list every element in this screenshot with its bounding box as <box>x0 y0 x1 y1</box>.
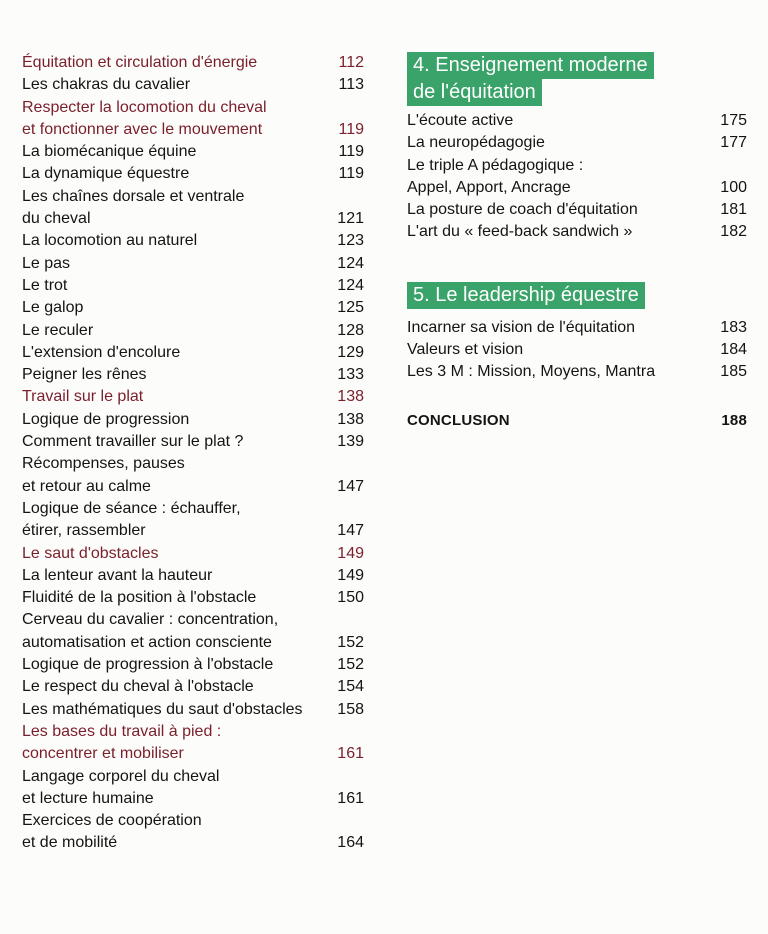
toc-entry-title <box>407 110 720 132</box>
toc-entry-page: 175 <box>720 112 747 129</box>
toc-entry-title <box>22 141 338 163</box>
toc-entry-title-line: L'écoute active <box>407 112 514 129</box>
toc-entry <box>22 342 364 364</box>
chapter-4-heading-line-2: de l'équitation <box>407 79 542 106</box>
toc-entry-title-line: et de mobilité <box>22 834 118 852</box>
chapter-4 <box>407 52 747 244</box>
toc-entry-title <box>22 364 337 386</box>
chapter-4-entries <box>407 110 747 244</box>
toc-entry-title-line: Le trot <box>22 276 68 294</box>
toc-entry-title-line: La posture de coach d'équitation <box>407 201 638 219</box>
toc-entry-page: 161 <box>337 745 364 763</box>
toc-entry-title <box>22 810 337 855</box>
toc-entry <box>22 676 364 698</box>
toc-entry-page: 139 <box>337 433 364 451</box>
chapter-5 <box>407 282 747 384</box>
toc-entry-page: 125 <box>337 299 364 317</box>
toc-entry <box>22 609 364 654</box>
toc-entry <box>407 221 747 243</box>
chapter-4-heading <box>407 52 747 106</box>
toc-entry-title <box>407 317 720 339</box>
toc-entry-title-line: La biomécanique équine <box>22 143 197 161</box>
toc-entry-page: 119 <box>338 143 364 161</box>
toc-entry <box>22 766 364 811</box>
toc-entry <box>22 498 364 543</box>
toc-entry <box>22 699 364 721</box>
toc-entry <box>22 654 364 676</box>
toc-entry <box>22 587 364 609</box>
toc-entry-title-line: Le reculer <box>22 321 94 339</box>
toc-entry-title <box>22 342 337 364</box>
toc-entry-title-line: Travail sur le plat <box>22 388 144 406</box>
toc-entry-title <box>407 155 720 200</box>
toc-entry-page: 112 <box>338 54 364 71</box>
toc-entry-title-line: Les chakras du cavalier <box>22 76 191 94</box>
toc-entry-page: 154 <box>337 678 364 696</box>
toc-entry-conclusion <box>407 410 747 432</box>
toc-entry-title-line: étirer, rassembler <box>22 522 146 540</box>
toc-entry <box>22 364 364 386</box>
toc-entry-title-line: La neuropédagogie <box>407 134 545 152</box>
toc-entry-title-line: Le saut d'obstacles <box>22 544 159 562</box>
toc-entry-title <box>22 74 338 96</box>
toc-entry-title <box>22 498 337 543</box>
toc-entry-page: 164 <box>337 834 364 852</box>
toc-entry-title-line: Comment travailler sur le plat ? <box>22 433 244 451</box>
toc-entry-title-line: et lecture humaine <box>22 789 154 807</box>
toc-entry <box>407 155 747 200</box>
toc-entry <box>22 253 364 275</box>
toc-entry-page: 123 <box>337 232 364 250</box>
toc-entry-page: 181 <box>720 201 747 219</box>
toc-section-entry <box>22 386 364 408</box>
toc-entry-title <box>22 253 337 275</box>
toc-entry-title-line: automatisation et action consciente <box>22 633 272 651</box>
toc-entry-title-line: L'extension d'encolure <box>22 343 181 361</box>
toc-entry-title-line: Peigner les rênes <box>22 366 147 384</box>
toc-entry-page: 147 <box>337 522 364 540</box>
toc-entry-title-line: concentrer et mobiliser <box>22 745 184 763</box>
toc-entry-title-line: La dynamique équestre <box>22 165 190 183</box>
toc-entry-page: 184 <box>720 341 747 359</box>
toc-entry-title-line: Logique de progression à l'obstacle <box>22 656 274 674</box>
toc-entry-page: 138 <box>337 388 364 406</box>
toc-entry-page: 124 <box>337 276 364 294</box>
toc-entry-page: 183 <box>720 318 747 336</box>
toc-entry-title-line: Le triple A pédagogique : <box>407 156 584 174</box>
toc-section-entry <box>22 721 364 766</box>
toc-entry-title <box>22 654 337 676</box>
toc-entry-title <box>407 361 720 383</box>
toc-entry-page: 161 <box>337 789 364 807</box>
toc-entry-page: 113 <box>338 76 364 94</box>
toc-entry-page: 124 <box>337 254 364 272</box>
toc-entry <box>22 431 364 453</box>
toc-entry-page: 129 <box>337 343 364 361</box>
toc-entry-title-line: Récompenses, pauses <box>22 455 185 473</box>
chapter-5-heading-line-1: 5. Le leadership équestre <box>407 282 645 309</box>
toc-entry-title <box>22 275 337 297</box>
toc-entry-title-line: Les chaînes dorsale et ventrale <box>22 187 245 205</box>
toc-entry-title <box>407 339 720 361</box>
toc-entry <box>22 453 364 498</box>
toc-entry-title <box>22 230 337 252</box>
toc-entry <box>22 565 364 587</box>
toc-entry-title <box>407 199 720 221</box>
toc-entry-title-line: Respecter la locomotion du cheval <box>22 98 267 116</box>
toc-entry-page: 182 <box>720 223 747 241</box>
toc-entry <box>407 110 747 132</box>
toc-entry <box>22 186 364 231</box>
toc-entry <box>22 74 364 96</box>
toc-entry-page: 138 <box>337 410 364 428</box>
toc-entry-title <box>22 97 338 142</box>
toc-entry-title-line: Les 3 M : Mission, Moyens, Mantra <box>407 363 656 381</box>
toc-section-entry <box>22 543 364 565</box>
toc-entry <box>22 320 364 342</box>
toc-entry <box>22 275 364 297</box>
toc-entry-page: 100 <box>720 178 747 196</box>
toc-entry-title-line: Fluidité de la position à l'obstacle <box>22 589 257 607</box>
toc-entry-title <box>22 431 337 453</box>
toc-entry-page: 185 <box>720 363 747 381</box>
toc-entry-page: 150 <box>337 589 364 607</box>
toc-entry-title <box>22 721 337 766</box>
toc-entry-title <box>407 132 720 154</box>
toc-entry-title-line: L'art du « feed-back sandwich » <box>407 223 633 241</box>
toc-right-column <box>407 52 747 432</box>
toc-entry-title-line: Le pas <box>22 254 71 272</box>
chapter-5-entries <box>407 317 747 384</box>
toc-entry-title <box>22 766 337 811</box>
toc-entry-page: 128 <box>337 321 364 339</box>
toc-entry-page: 119 <box>338 120 364 138</box>
toc-entry-page: 133 <box>337 366 364 384</box>
toc-entry-title <box>407 221 720 243</box>
toc-entry-title-line: du cheval <box>22 210 91 228</box>
toc-entry-title <box>22 52 338 74</box>
toc-entry-title <box>22 587 337 609</box>
toc-entry-page: 121 <box>337 210 364 228</box>
toc-entry-page: 177 <box>720 134 747 152</box>
toc-entry <box>22 810 364 855</box>
toc-entry-title <box>22 565 337 587</box>
toc-entry-title-line: Langage corporel du cheval <box>22 767 220 785</box>
toc-entry-title-line: Appel, Apport, Ancrage <box>407 178 571 196</box>
toc-entry-title-line: La locomotion au naturel <box>22 232 198 250</box>
toc-entry <box>407 132 747 154</box>
toc-entry-title <box>22 297 337 319</box>
toc-entry <box>22 409 364 431</box>
toc-entry <box>407 317 747 339</box>
toc-entry-title-line: Logique de séance : échauffer, <box>22 499 241 517</box>
toc-entry-page: 152 <box>337 656 364 674</box>
toc-entry <box>22 163 364 185</box>
toc-entry-title <box>22 609 337 654</box>
toc-entry <box>22 230 364 252</box>
toc-entry-title-line: Le galop <box>22 299 84 317</box>
toc-entry-title-line: Valeurs et vision <box>407 341 524 359</box>
toc-entry-title <box>22 186 337 231</box>
toc-entry-page: 149 <box>337 566 364 584</box>
toc-entry <box>407 361 747 383</box>
toc-entry-title: CONCLUSION <box>407 411 510 429</box>
toc-section-entry <box>22 52 364 74</box>
toc-left-column <box>22 52 364 855</box>
toc-entry <box>22 297 364 319</box>
toc-entry-title-line: Logique de progression <box>22 410 190 428</box>
toc-entry-title <box>22 320 337 342</box>
toc-entry-title-line: Les mathématiques du saut d'obstacles <box>22 700 303 718</box>
toc-entry-title <box>22 699 337 721</box>
toc-entry-title-line: Le respect du cheval à l'obstacle <box>22 678 254 696</box>
toc-entry-title-line: Exercices de coopération <box>22 812 202 830</box>
toc-section-entry <box>22 97 364 142</box>
toc-entry <box>22 141 364 163</box>
chapter-5-heading <box>407 282 747 309</box>
toc-entry-title <box>22 543 337 565</box>
toc-entry-title <box>22 386 337 408</box>
toc-entry-title-line: Incarner sa vision de l'équitation <box>407 318 636 336</box>
toc-entry-page: 119 <box>338 165 364 183</box>
toc-entry-page: 188 <box>721 411 747 429</box>
toc-entry-page: 158 <box>337 700 364 718</box>
toc-entry <box>407 339 747 361</box>
toc-entry-title <box>22 676 337 698</box>
toc-entry-title <box>22 163 338 185</box>
toc-entry <box>407 199 747 221</box>
toc-entry-title-line: Équitation et circulation d'énergie <box>22 54 258 71</box>
toc-entry-title-line: Les bases du travail à pied : <box>22 722 222 740</box>
toc-entry-title-line: et retour au calme <box>22 477 151 495</box>
toc-entry-title-line: Cerveau du cavalier : concentration, <box>22 611 279 629</box>
toc-entry-title <box>22 453 337 498</box>
chapter-4-heading-line-1: 4. Enseignement moderne <box>407 52 654 79</box>
toc-entry-title-line: La lenteur avant la hauteur <box>22 566 213 584</box>
toc-entry-page: 147 <box>337 477 364 495</box>
toc-entry-page: 149 <box>337 544 364 562</box>
toc-entry-page: 152 <box>337 633 364 651</box>
toc-entry-title <box>22 409 337 431</box>
toc-entry-title-line: et fonctionner avec le mouvement <box>22 120 263 138</box>
